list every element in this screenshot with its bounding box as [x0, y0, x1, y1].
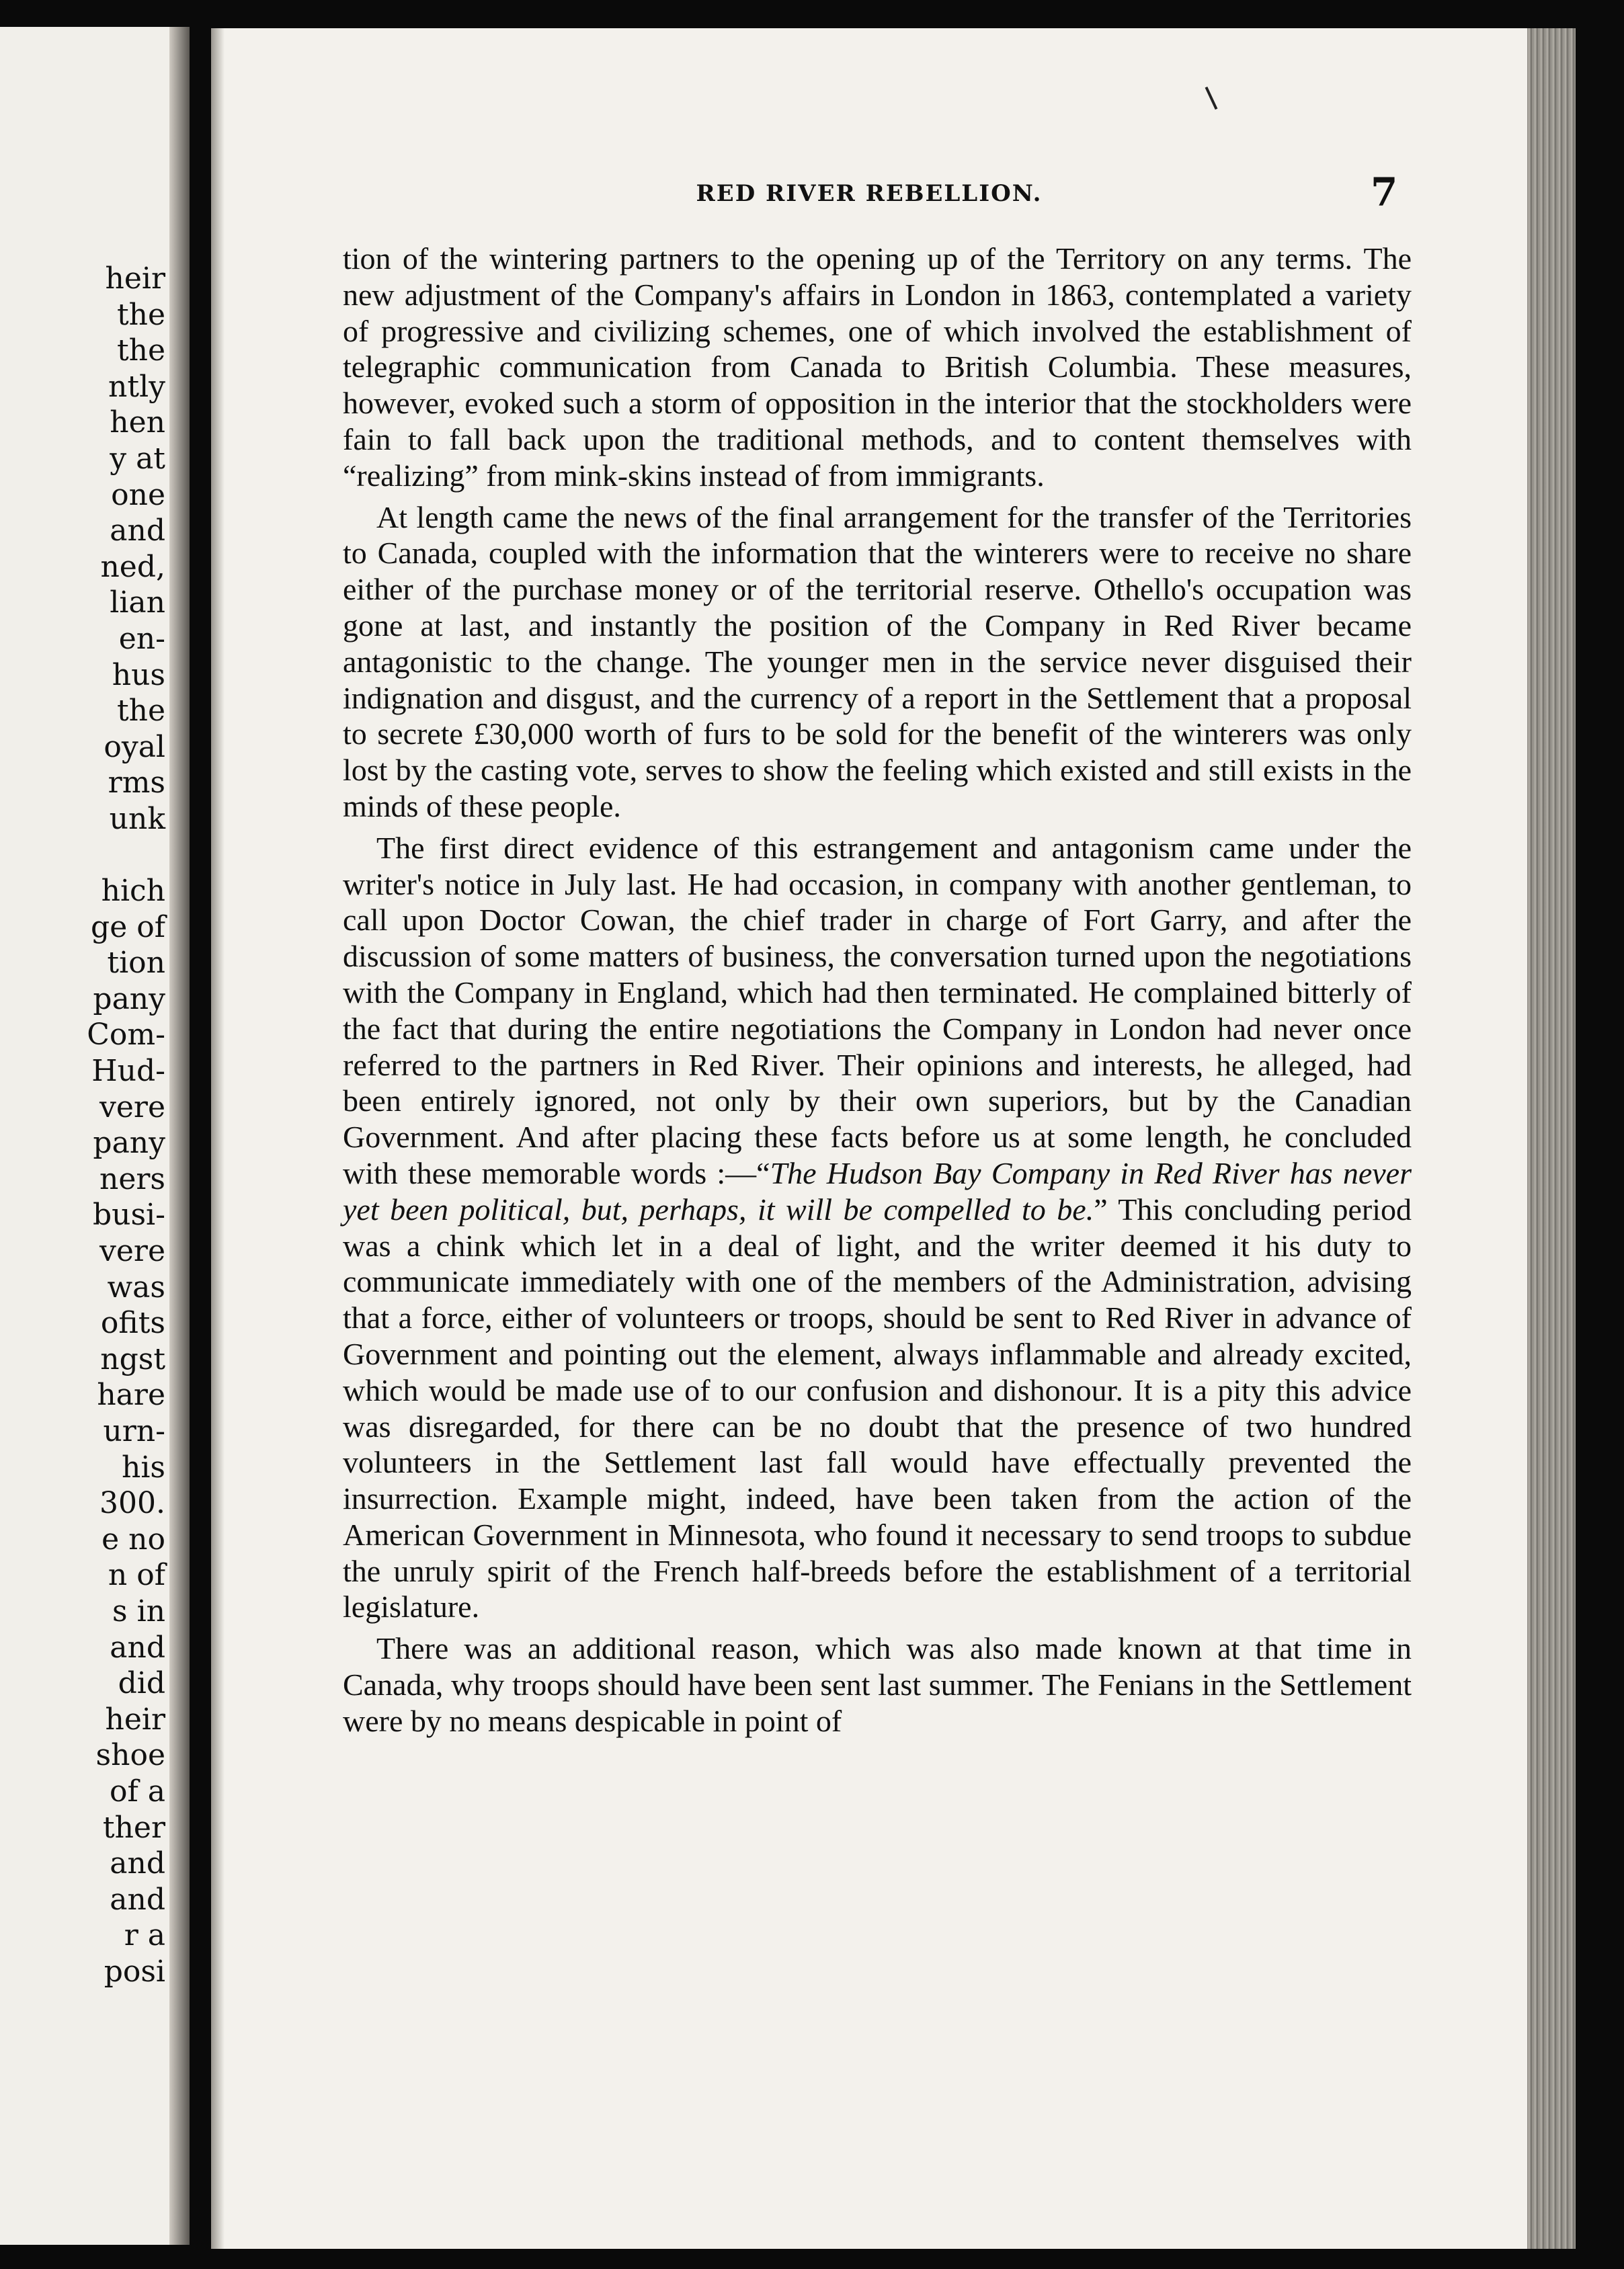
previous-page-fragment: pany [93, 1126, 165, 1161]
previous-page-fragment: and [110, 1630, 165, 1665]
previous-page-fragment: ofits [100, 1306, 165, 1341]
previous-page-fragment: ned, [100, 549, 165, 584]
previous-page-fragment: lian [110, 585, 165, 620]
paragraph-evidence [343, 830, 1412, 1626]
previous-page-fragment: Com- [87, 1018, 165, 1053]
previous-page-fragment: hich [101, 874, 165, 909]
previous-page-fragment: ther [102, 1810, 165, 1845]
previous-page-fragment: hen [110, 405, 165, 440]
previous-page-fragment: 300. [99, 1486, 165, 1521]
previous-page-fragment: en- [118, 621, 165, 656]
previous-page-fragment: ngst [100, 1342, 165, 1376]
previous-page-fragment: Hud- [91, 1054, 165, 1089]
paragraph-continued: tion of the wintering partners to the opening up of the Territory on any terms. The new adjustment of the Company's affairs in London in 1863, contemplated a variety of progressive and civilizing schemes, one of which involved the establishment of telegraphic communication from Canada to British Columbia. These measures, however, evoked such a storm of opposition in the interior that the stockholders were fain to fall back upon the traditional methods, and to content themselves with “realizing” from mink-skins instead of from immigrants. [343, 241, 1412, 493]
book-gutter [169, 27, 190, 2245]
previous-page-fragment: posi [104, 1954, 165, 1989]
paragraph-transfer: At length came the news of the final arrangement for the transfer of the Territories to Canada, coupled with the information that the winterers were to receive no share either of the purchase money or of the territorial reserve. Othello's occupation was gone at last, and instantly the position of the Company in Red River became antagonistic to the change. The younger men in the service never disguised their indignation and disgust, and the currency of a report in the Settlement that a proposal to secrete £30,000 worth of furs to be sold for the benefit of the winterers was only lost by the casting vote, serves to show the feeling which existed and still exists in the minds of these people. [343, 499, 1412, 823]
previous-page-fragment: e no [102, 1522, 165, 1557]
previous-page-fragment: n of [108, 1558, 165, 1593]
previous-page-fragment: and [110, 1846, 165, 1881]
paragraph-text: ” This concluding period was a chink which let in a deal of light, and the writer deemed it his duty to communicate immediately with one of the members of the Administration, advising that a force, either of volunteers or troops, should be sent to Red River in advance of Government and pointing out the element, always inflammable and already excited, which would be made use of to our confusion and dishonour. It is a pity this advice was disregarded, for there can be no doubt that the presence of two hundred volunteers in the Settlement last fall would have effectually prevented the insurrection. Example might, indeed, have been taken from the action of the American Government in Minnesota, who found it necessary to send troops to subdue the unruly spirit of the French half-breeds before the establishment of a territorial legislature. [343, 1192, 1412, 1624]
previous-page-fragment: the [116, 694, 165, 729]
previous-page-fragment: the [116, 333, 165, 368]
previous-page-fragment: the [116, 297, 165, 332]
previous-page-fragment: vere [99, 1089, 165, 1124]
previous-page-fragment: ge of [91, 909, 165, 944]
paragraph-text: The first direct evidence of this estrangement and antagonism came under the writer's notice in July last. He had occasion, in company with another gentleman, to call upon Doctor Cowan, the chief trader in charge of Fort Garry, and after the discussion of some matters of business, the conversation turned upon the negotiations with the Company in England, which had then terminated. He complained bitterly of the fact that during the entire negotiations the Company in London had never once referred to the partners in Red River. Their opinions and interests, he alleged, had been entirely ignored, not only by their own superiors, but by the Canadian Government. And after placing these facts before us at some length, he concluded with these memorable words :—“ [343, 830, 1412, 1190]
stray-ink-mark [1205, 87, 1218, 110]
previous-page-fragment: heir [105, 261, 165, 296]
previous-page-fragment: y at [110, 441, 165, 476]
body-text [343, 241, 1412, 1739]
previous-page-fragment: r a [124, 1918, 165, 1953]
previous-page-fragment: shoe [95, 1738, 165, 1773]
page-inner-shadow [211, 28, 225, 2249]
paragraph-additional-reason: There was an additional reason, which was also made known at that time in Canada, why troops should have been sent last summer. The Fenians in the Settlement were by no means despicable in point of [343, 1631, 1412, 1738]
previous-page-fragment: ners [99, 1161, 165, 1196]
previous-page-strip [0, 27, 190, 2245]
running-head: RED RIVER REBELLION. [696, 180, 1043, 207]
previous-page-fragment: was [107, 1270, 165, 1305]
page-edges [1527, 28, 1576, 2249]
quotation-italic: The Hudson Bay Company in Red River has never yet been political, but, perhaps, it will be compelled to be. [343, 1155, 1412, 1227]
previous-page-line-endings [4, 261, 165, 1990]
previous-page-fragment: pany [93, 981, 165, 1016]
previous-page-fragment: heir [105, 1702, 165, 1737]
previous-page-fragment: and [110, 513, 165, 548]
previous-page-fragment: his [122, 1450, 165, 1485]
previous-page-fragment: hare [97, 1378, 165, 1413]
previous-page-fragment: unk [109, 801, 165, 836]
previous-page-fragment: hus [112, 657, 165, 692]
previous-page-fragment: busi- [92, 1198, 165, 1233]
book-page [211, 28, 1576, 2249]
previous-page-fragment: and [110, 1882, 165, 1917]
previous-page-fragment: did [118, 1666, 165, 1701]
previous-page-fragment: vere [99, 1234, 165, 1269]
previous-page-fragment: ntly [108, 369, 165, 404]
previous-page-fragment: of a [110, 1774, 165, 1809]
page-number: 7 [1371, 169, 1398, 215]
previous-page-fragment [4, 837, 165, 874]
previous-page-fragment: s in [112, 1594, 165, 1628]
previous-page-fragment: rms [108, 766, 165, 800]
previous-page-fragment: urn- [103, 1414, 165, 1448]
previous-page-fragment: one [111, 477, 165, 512]
previous-page-fragment: tion [107, 946, 165, 981]
previous-page-fragment: oyal [104, 729, 165, 764]
